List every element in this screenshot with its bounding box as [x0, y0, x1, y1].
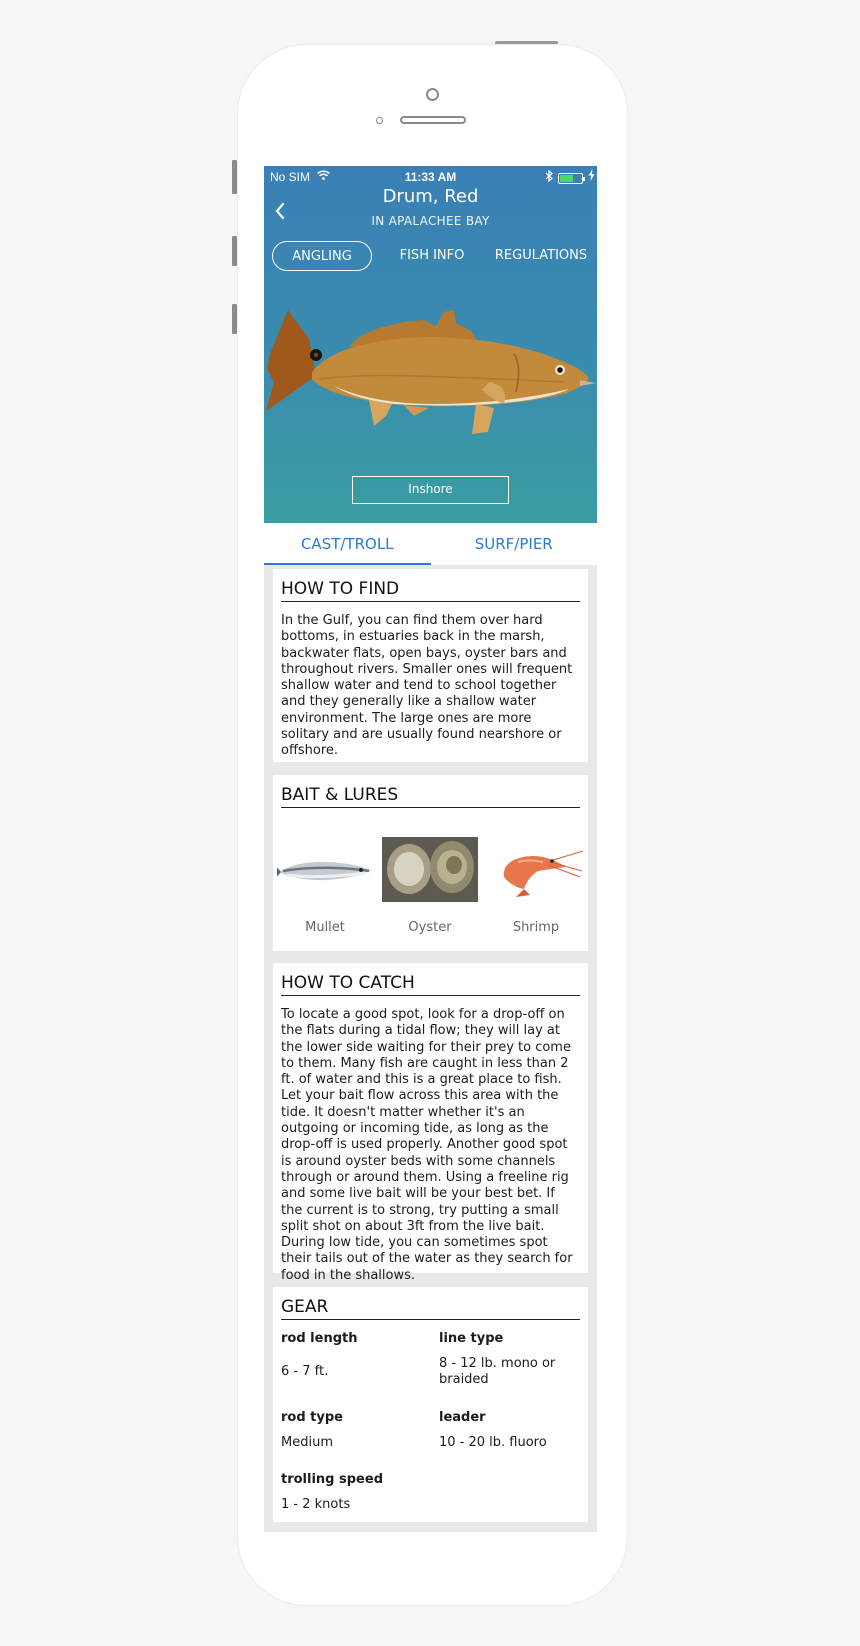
bait-label-shrimp: Shrimp	[512, 920, 560, 935]
bait-item-mullet[interactable]	[277, 819, 373, 944]
gear-title: GEAR	[281, 1297, 580, 1320]
gear-line-type-value: 8 - 12 lb. mono or braided	[439, 1356, 556, 1387]
front-camera	[426, 88, 439, 101]
tab-surf-pier[interactable]: SURF/PIER	[474, 535, 553, 553]
segment-angling[interactable]: ANGLING	[272, 241, 372, 271]
bait-item-oyster[interactable]	[382, 819, 478, 944]
bait-item-shrimp[interactable]	[488, 819, 584, 944]
how-to-find-text: In the Gulf, you can find them over hard bottoms, in estuaries back in the marsh, backwater flats, open bays, oyster bars and throughout rivers. Smaller ones will frequent shallow water and tend to school together and they generally like a shallow water environment. The large ones are more solitary and are usually found nearshore or offshore.	[281, 613, 573, 759]
gear-trolling-speed-value: 1 - 2 knots	[281, 1497, 351, 1512]
how-to-find-title: HOW TO FIND	[281, 579, 580, 602]
tab-cast-troll[interactable]: CAST/TROLL	[264, 523, 431, 565]
gear-line-type-key: line type	[439, 1331, 504, 1346]
battery-icon	[558, 173, 583, 184]
bolt-icon	[588, 169, 595, 184]
how-to-catch-card	[273, 963, 588, 1283]
status-bar	[264, 169, 597, 185]
bait-label-oyster: Oyster	[408, 920, 452, 935]
proximity-sensor	[376, 117, 383, 124]
carrier-label: No SIM	[270, 170, 311, 184]
gear-rod-length-value: 6 - 7 ft.	[281, 1364, 329, 1379]
clock: 11:33 AM	[404, 170, 457, 184]
gear-rod-length-key: rod length	[281, 1331, 358, 1346]
bait-list	[281, 819, 580, 944]
gear-rod-type	[281, 1410, 431, 1450]
species-header	[264, 166, 597, 523]
shrimp-image	[488, 837, 584, 907]
segment-fish-info[interactable]: FISH INFO	[399, 248, 465, 263]
page-subtitle: IN APALACHEE BAY	[371, 214, 490, 228]
gear-rod-type-key: rod type	[281, 1410, 343, 1425]
gear-leader-key: leader	[439, 1410, 486, 1425]
oyster-image	[382, 837, 478, 907]
bait-lures-title: BAIT & LURES	[281, 785, 580, 808]
habitat-badge[interactable]: Inshore	[352, 476, 509, 504]
earpiece-speaker	[400, 116, 466, 124]
app-screen	[264, 166, 597, 1532]
gear-trolling-speed	[281, 1472, 431, 1512]
bluetooth-icon	[545, 170, 553, 185]
bait-label-mullet: Mullet	[305, 920, 345, 935]
gear-leader-value: 10 - 20 lb. fluoro	[439, 1435, 547, 1450]
gear-card	[273, 1287, 588, 1522]
red-drum-image	[264, 304, 597, 444]
how-to-catch-title: HOW TO CATCH	[281, 973, 580, 996]
gear-rod-length	[281, 1331, 431, 1379]
gear-trolling-speed-key: trolling speed	[281, 1472, 383, 1487]
how-to-catch-text: To locate a good spot, look for a drop-off on the flats during a tidal flow; they will lay at the lower side waiting for their prey to come to them. Many fish are caught in less than 2 ft. of water and this is a great place to fish. Let your bait flow across this area with the tide. It doesn't matter whether it's an outgoing or incoming tide, as long as the drop-off is used properly. Another good spot is around oyster beds with some channels through or around them. Using a freeline rig and some live bait will be your best bet. If the current is to strong, try putting a small split shot on about 3ft from the live bait. During low tide, you can sometimes spot their tails out of the water as they search for food in the shallows.	[281, 1007, 573, 1283]
page-title: Drum, Red	[382, 186, 479, 207]
how-to-find-card	[273, 569, 588, 762]
fishing-method-tabs	[264, 523, 597, 565]
bait-lures-card	[273, 775, 588, 951]
segmented-control	[264, 241, 597, 271]
gear-leader	[439, 1410, 579, 1450]
mullet-image	[277, 837, 373, 907]
gear-grid	[281, 1331, 580, 1526]
gear-rod-type-value: Medium	[281, 1435, 333, 1450]
gear-line-type	[439, 1331, 579, 1387]
segment-regulations[interactable]: REGULATIONS	[494, 248, 588, 263]
